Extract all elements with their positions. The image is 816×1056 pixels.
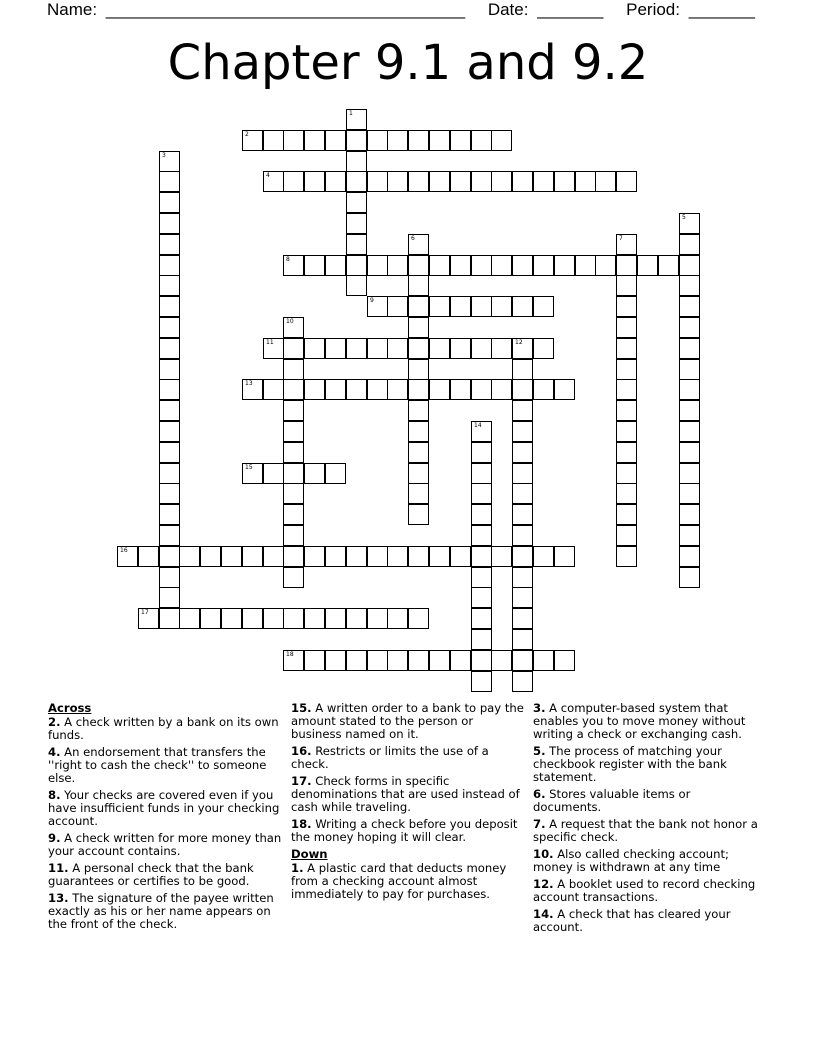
grid-cell[interactable] <box>387 608 408 629</box>
clue-across-4: 4. An endorsement that transfers the ''right to cash the check'' to someone else. <box>48 745 267 785</box>
clue-across-2: 2. A check written by a bank on its own funds. <box>48 715 279 742</box>
grid-cell[interactable] <box>387 171 408 192</box>
grid-cell[interactable] <box>471 608 492 629</box>
clue-across-9: 9. A check written for more money than your account contains. <box>48 831 282 858</box>
grid-cell[interactable] <box>450 130 471 151</box>
grid-cell[interactable] <box>346 608 367 629</box>
grid-cell[interactable] <box>346 151 367 172</box>
grid-cell[interactable] <box>346 338 367 359</box>
grid-cell[interactable] <box>554 171 575 192</box>
grid-cell[interactable] <box>616 296 637 317</box>
grid-cell[interactable] <box>159 587 180 608</box>
grid-cell[interactable] <box>263 608 284 629</box>
clue-down-6: 6. Stores valuable items or documents. <box>533 787 691 814</box>
grid-cell[interactable] <box>159 338 180 359</box>
across-heading: Across <box>48 701 92 715</box>
grid-cell[interactable] <box>429 171 450 192</box>
grid-cell[interactable] <box>304 338 325 359</box>
grid-cell[interactable] <box>679 379 700 400</box>
grid-cell[interactable] <box>263 546 284 567</box>
grid-cell[interactable] <box>367 546 388 567</box>
grid-cell[interactable] <box>471 629 492 650</box>
grid-cell[interactable] <box>408 442 429 463</box>
grid-cell[interactable] <box>471 567 492 588</box>
grid-cell[interactable] <box>616 275 637 296</box>
grid-cell[interactable] <box>491 255 512 276</box>
grid-cell[interactable] <box>159 213 180 234</box>
grid-cell[interactable] <box>325 255 346 276</box>
grid-cell[interactable] <box>679 296 700 317</box>
clue-number-label: 17 <box>141 609 149 616</box>
grid-cell[interactable] <box>471 504 492 525</box>
grid-cell[interactable] <box>159 442 180 463</box>
grid-cell[interactable] <box>304 171 325 192</box>
grid-cell[interactable] <box>408 546 429 567</box>
grid-cell[interactable] <box>325 379 346 400</box>
grid-cell[interactable] <box>408 275 429 296</box>
clue-number-label: 5 <box>682 214 686 221</box>
grid-cell[interactable] <box>159 296 180 317</box>
grid-cell[interactable] <box>658 255 679 276</box>
grid-cell[interactable] <box>616 463 637 484</box>
grid-cell[interactable] <box>263 171 284 192</box>
grid-cell[interactable] <box>491 130 512 151</box>
grid-cell[interactable] <box>159 504 180 525</box>
grid-cell[interactable] <box>512 338 533 359</box>
grid-cell[interactable] <box>408 317 429 338</box>
grid-cell[interactable] <box>616 442 637 463</box>
grid-cell[interactable] <box>200 608 221 629</box>
grid-cell[interactable] <box>159 567 180 588</box>
grid-cell[interactable] <box>616 317 637 338</box>
grid-cell[interactable] <box>450 650 471 671</box>
grid-cell[interactable] <box>387 296 408 317</box>
grid-cell[interactable] <box>429 255 450 276</box>
grid-cell[interactable] <box>679 213 700 234</box>
grid-cell[interactable] <box>159 275 180 296</box>
grid-cell[interactable] <box>554 546 575 567</box>
grid-cell[interactable] <box>304 608 325 629</box>
down-heading: Down <box>291 847 328 861</box>
grid-cell[interactable] <box>283 546 304 567</box>
grid-cell[interactable] <box>533 546 554 567</box>
grid-cell[interactable] <box>616 379 637 400</box>
grid-cell[interactable] <box>325 463 346 484</box>
grid-cell[interactable] <box>242 546 263 567</box>
grid-cell[interactable] <box>429 296 450 317</box>
grid-cell[interactable] <box>533 338 554 359</box>
date-label: Date: <box>487 0 529 19</box>
clue-across-16: 16. Restricts or limits the use of a check. <box>291 744 489 771</box>
grid-cell[interactable] <box>387 338 408 359</box>
grid-cell[interactable] <box>512 671 533 692</box>
grid-cell[interactable] <box>491 338 512 359</box>
grid-cell[interactable] <box>512 379 533 400</box>
grid-cell[interactable] <box>512 255 533 276</box>
grid-cell[interactable] <box>575 171 596 192</box>
clue-number-label: 14 <box>474 422 482 429</box>
grid-cell[interactable] <box>679 421 700 442</box>
grid-cell[interactable] <box>595 255 616 276</box>
grid-cell[interactable] <box>491 171 512 192</box>
period-blank[interactable]: _______ <box>688 0 755 19</box>
grid-cell[interactable] <box>512 171 533 192</box>
page-title: Chapter 9.1 and 9.2 <box>167 35 649 91</box>
grid-cell[interactable] <box>283 359 304 380</box>
grid-cell[interactable] <box>304 546 325 567</box>
grid-cell[interactable] <box>346 171 367 192</box>
grid-cell[interactable] <box>450 338 471 359</box>
grid-cell[interactable] <box>471 379 492 400</box>
grid-cell[interactable] <box>679 317 700 338</box>
grid-cell[interactable] <box>408 359 429 380</box>
grid-cell[interactable] <box>159 463 180 484</box>
grid-cell[interactable] <box>679 359 700 380</box>
grid-cell[interactable] <box>679 234 700 255</box>
grid-cell[interactable] <box>679 546 700 567</box>
grid-cell[interactable] <box>346 213 367 234</box>
grid-cell[interactable] <box>367 379 388 400</box>
grid-cell[interactable] <box>429 379 450 400</box>
grid-cell[interactable] <box>408 379 429 400</box>
grid-cell[interactable] <box>159 546 180 567</box>
grid-cell[interactable] <box>138 546 159 567</box>
grid-cell[interactable] <box>512 629 533 650</box>
grid-cell[interactable] <box>471 671 492 692</box>
grid-cell[interactable] <box>283 567 304 588</box>
grid-cell[interactable] <box>283 463 304 484</box>
clue-number-label: 10 <box>286 318 294 325</box>
grid-cell[interactable] <box>325 650 346 671</box>
grid-cell[interactable] <box>512 567 533 588</box>
grid-cell[interactable] <box>387 546 408 567</box>
grid-cell[interactable] <box>575 255 596 276</box>
grid-cell[interactable] <box>159 255 180 276</box>
grid-cell[interactable] <box>679 255 700 276</box>
clue-down-14: 14. A check that has cleared your account. <box>533 907 731 934</box>
grid-cell[interactable] <box>471 338 492 359</box>
grid-cell[interactable] <box>512 587 533 608</box>
grid-cell[interactable] <box>471 171 492 192</box>
grid-cell[interactable] <box>367 650 388 671</box>
grid-cell[interactable] <box>471 255 492 276</box>
grid-cell[interactable] <box>429 130 450 151</box>
grid-cell[interactable] <box>221 546 242 567</box>
clue-down-1: 1. A plastic card that deducts money from a checking account almost immediately to pay for purchases. <box>291 861 507 901</box>
clue-across-8: 8. Your checks are covered even if you have insufficient funds in your checking account. <box>48 788 280 828</box>
clue-number-label: 11 <box>266 339 274 346</box>
grid-cell[interactable] <box>408 504 429 525</box>
grid-cell[interactable] <box>304 255 325 276</box>
grid-cell[interactable] <box>117 546 138 567</box>
grid-cell[interactable] <box>512 546 533 567</box>
grid-cell[interactable] <box>346 192 367 213</box>
grid-cell[interactable] <box>263 338 284 359</box>
grid-cell[interactable] <box>325 338 346 359</box>
grid-cell[interactable] <box>491 546 512 567</box>
grid-cell[interactable] <box>242 608 263 629</box>
grid-cell[interactable] <box>179 546 200 567</box>
grid-cell[interactable] <box>346 379 367 400</box>
grid-cell[interactable] <box>554 379 575 400</box>
grid-cell[interactable] <box>491 379 512 400</box>
grid-cell[interactable] <box>471 650 492 671</box>
clue-across-15: 15. A written order to a bank to pay the amount stated to the person or business named on it. <box>291 701 524 741</box>
grid-cell[interactable] <box>263 379 284 400</box>
grid-cell[interactable] <box>283 255 304 276</box>
grid-cell[interactable] <box>512 483 533 504</box>
grid-cell[interactable] <box>408 400 429 421</box>
name-label: Name: <box>47 0 98 19</box>
grid-cell[interactable] <box>679 483 700 504</box>
grid-cell[interactable] <box>533 379 554 400</box>
grid-cell[interactable] <box>408 483 429 504</box>
grid-cell[interactable] <box>325 608 346 629</box>
clue-number-label: 2 <box>245 131 249 138</box>
grid-cell[interactable] <box>616 359 637 380</box>
clue-number-label: 8 <box>286 256 290 263</box>
grid-cell[interactable] <box>346 546 367 567</box>
grid-cell[interactable] <box>283 442 304 463</box>
grid-cell[interactable] <box>387 130 408 151</box>
grid-cell[interactable] <box>242 463 263 484</box>
grid-cell[interactable] <box>450 379 471 400</box>
clue-across-17: 17. Check forms in specific denominations that are used instead of cash while traveling. <box>291 774 520 814</box>
grid-cell[interactable] <box>346 130 367 151</box>
grid-cell[interactable] <box>616 171 637 192</box>
clues-column-1 <box>48 702 284 935</box>
grid-cell[interactable] <box>595 171 616 192</box>
grid-cell[interactable] <box>283 400 304 421</box>
grid-cell[interactable] <box>138 608 159 629</box>
grid-cell[interactable] <box>616 504 637 525</box>
clue-down-5: 5. The process of matching your checkbook register with the bank statement. <box>533 744 727 784</box>
grid-cell[interactable] <box>616 421 637 442</box>
clue-across-13: 13. The signature of the payee written exactly as his or her name appears on the front of the check. <box>48 891 274 931</box>
grid-cell[interactable] <box>450 546 471 567</box>
grid-cell[interactable] <box>304 379 325 400</box>
grid-cell[interactable] <box>387 379 408 400</box>
grid-cell[interactable] <box>616 546 637 567</box>
grid-cell[interactable] <box>679 275 700 296</box>
grid-cell[interactable] <box>200 546 221 567</box>
date-blank[interactable]: _______ <box>537 0 604 19</box>
grid-cell[interactable] <box>679 504 700 525</box>
grid-cell[interactable] <box>346 650 367 671</box>
grid-cell[interactable] <box>283 317 304 338</box>
grid-cell[interactable] <box>616 255 637 276</box>
grid-cell[interactable] <box>159 400 180 421</box>
grid-cell[interactable] <box>159 421 180 442</box>
grid-cell[interactable] <box>159 359 180 380</box>
grid-cell[interactable] <box>491 296 512 317</box>
grid-cell[interactable] <box>325 130 346 151</box>
grid-cell[interactable] <box>616 338 637 359</box>
grid-cell[interactable] <box>512 421 533 442</box>
grid-cell[interactable] <box>408 421 429 442</box>
grid-cell[interactable] <box>679 338 700 359</box>
grid-cell[interactable] <box>450 171 471 192</box>
grid-cell[interactable] <box>512 463 533 484</box>
grid-cell[interactable] <box>242 130 263 151</box>
clue-down-7: 7. A request that the bank not honor a specific check. <box>533 817 758 844</box>
clue-number-label: 6 <box>411 235 415 242</box>
grid-cell[interactable] <box>159 234 180 255</box>
name-blank[interactable]: ______________________________________ <box>105 0 466 19</box>
grid-cell[interactable] <box>471 130 492 151</box>
grid-cell[interactable] <box>554 255 575 276</box>
grid-cell[interactable] <box>679 567 700 588</box>
grid-cell[interactable] <box>512 525 533 546</box>
grid-cell[interactable] <box>159 171 180 192</box>
grid-cell[interactable] <box>512 504 533 525</box>
clue-number-label: 1 <box>349 110 353 117</box>
grid-cell[interactable] <box>408 130 429 151</box>
grid-cell[interactable] <box>367 255 388 276</box>
grid-cell[interactable] <box>283 650 304 671</box>
grid-cell[interactable] <box>159 151 180 172</box>
clue-number-label: 7 <box>619 235 623 242</box>
grid-cell[interactable] <box>367 171 388 192</box>
grid-cell[interactable] <box>283 483 304 504</box>
clue-down-10: 10. Also called checking account; money is withdrawn at any time <box>533 847 729 874</box>
grid-cell[interactable] <box>679 463 700 484</box>
clue-number-label: 15 <box>245 464 253 471</box>
clue-number-label: 12 <box>515 339 523 346</box>
grid-cell[interactable] <box>346 275 367 296</box>
grid-cell[interactable] <box>471 546 492 567</box>
grid-cell[interactable] <box>408 650 429 671</box>
grid-cell[interactable] <box>387 650 408 671</box>
clue-across-11: 11. A personal check that the bank guarantees or certifies to be good. <box>48 861 254 888</box>
clue-number-label: 13 <box>245 380 253 387</box>
grid-cell[interactable] <box>491 650 512 671</box>
clue-across-18: 18. Writing a check before you deposit the money hoping it will clear. <box>291 817 518 844</box>
grid-cell[interactable] <box>304 650 325 671</box>
grid-cell[interactable] <box>408 608 429 629</box>
grid-cell[interactable] <box>283 525 304 546</box>
grid-cell[interactable] <box>179 608 200 629</box>
grid-cell[interactable] <box>221 608 242 629</box>
grid-cell[interactable] <box>283 130 304 151</box>
grid-cell[interactable] <box>387 255 408 276</box>
grid-cell[interactable] <box>554 650 575 671</box>
grid-cell[interactable] <box>679 442 700 463</box>
grid-cell[interactable] <box>512 442 533 463</box>
grid-cell[interactable] <box>512 608 533 629</box>
clues-column-2 <box>291 702 526 905</box>
grid-cell[interactable] <box>263 130 284 151</box>
grid-cell[interactable] <box>512 400 533 421</box>
grid-cell[interactable] <box>159 525 180 546</box>
grid-cell[interactable] <box>429 650 450 671</box>
grid-cell[interactable] <box>159 379 180 400</box>
grid-cell[interactable] <box>408 296 429 317</box>
grid-cell[interactable] <box>159 317 180 338</box>
grid-cell[interactable] <box>533 296 554 317</box>
grid-cell[interactable] <box>283 338 304 359</box>
grid-cell[interactable] <box>263 463 284 484</box>
grid-cell[interactable] <box>471 421 492 442</box>
grid-cell[interactable] <box>304 130 325 151</box>
clue-down-12: 12. A booklet used to record checking account transactions. <box>533 877 756 904</box>
grid-cell[interactable] <box>616 400 637 421</box>
grid-cell[interactable] <box>450 296 471 317</box>
grid-cell[interactable] <box>471 483 492 504</box>
grid-cell[interactable] <box>512 650 533 671</box>
grid-cell[interactable] <box>283 608 304 629</box>
clue-number-label: 3 <box>162 152 166 159</box>
grid-cell[interactable] <box>471 296 492 317</box>
grid-cell[interactable] <box>346 255 367 276</box>
grid-cell[interactable] <box>367 608 388 629</box>
grid-cell[interactable] <box>637 255 658 276</box>
grid-cell[interactable] <box>242 379 263 400</box>
grid-cell[interactable] <box>283 504 304 525</box>
grid-cell[interactable] <box>408 338 429 359</box>
grid-cell[interactable] <box>367 296 388 317</box>
grid-cell[interactable] <box>679 525 700 546</box>
grid-cell[interactable] <box>283 379 304 400</box>
grid-cell[interactable] <box>450 255 471 276</box>
grid-cell[interactable] <box>471 463 492 484</box>
grid-cell[interactable] <box>325 546 346 567</box>
grid-cell[interactable] <box>533 255 554 276</box>
clue-number-label: 4 <box>266 172 270 179</box>
grid-cell[interactable] <box>325 171 346 192</box>
grid-cell[interactable] <box>471 525 492 546</box>
grid-cell[interactable] <box>159 192 180 213</box>
period-label: Period: <box>626 0 680 19</box>
grid-cell[interactable] <box>159 608 180 629</box>
grid-cell[interactable] <box>616 234 637 255</box>
grid-cell[interactable] <box>533 171 554 192</box>
grid-cell[interactable] <box>408 463 429 484</box>
grid-cell[interactable] <box>159 483 180 504</box>
clue-number-label: 16 <box>120 547 128 554</box>
grid-cell[interactable] <box>429 546 450 567</box>
grid-cell[interactable] <box>533 650 554 671</box>
grid-cell[interactable] <box>512 296 533 317</box>
grid-cell[interactable] <box>304 463 325 484</box>
grid-cell[interactable] <box>429 338 450 359</box>
grid-cell[interactable] <box>616 483 637 504</box>
grid-cell[interactable] <box>367 130 388 151</box>
grid-cell[interactable] <box>512 359 533 380</box>
clue-number-label: 9 <box>370 297 374 304</box>
clues-column-3 <box>533 702 758 938</box>
grid-cell[interactable] <box>408 171 429 192</box>
grid-cell[interactable] <box>283 421 304 442</box>
grid-cell[interactable] <box>471 442 492 463</box>
grid-cell[interactable] <box>408 255 429 276</box>
grid-cell[interactable] <box>616 525 637 546</box>
grid-cell[interactable] <box>408 234 429 255</box>
grid-cell[interactable] <box>367 338 388 359</box>
grid-cell[interactable] <box>679 400 700 421</box>
clue-down-3: 3. A computer-based system that enables you to move money without writing a check or exchanging cash. <box>533 701 746 741</box>
grid-cell[interactable] <box>346 234 367 255</box>
grid-cell[interactable] <box>283 171 304 192</box>
grid-cell[interactable] <box>471 587 492 608</box>
clue-number-label: 18 <box>286 651 294 658</box>
grid-cell[interactable] <box>346 109 367 130</box>
